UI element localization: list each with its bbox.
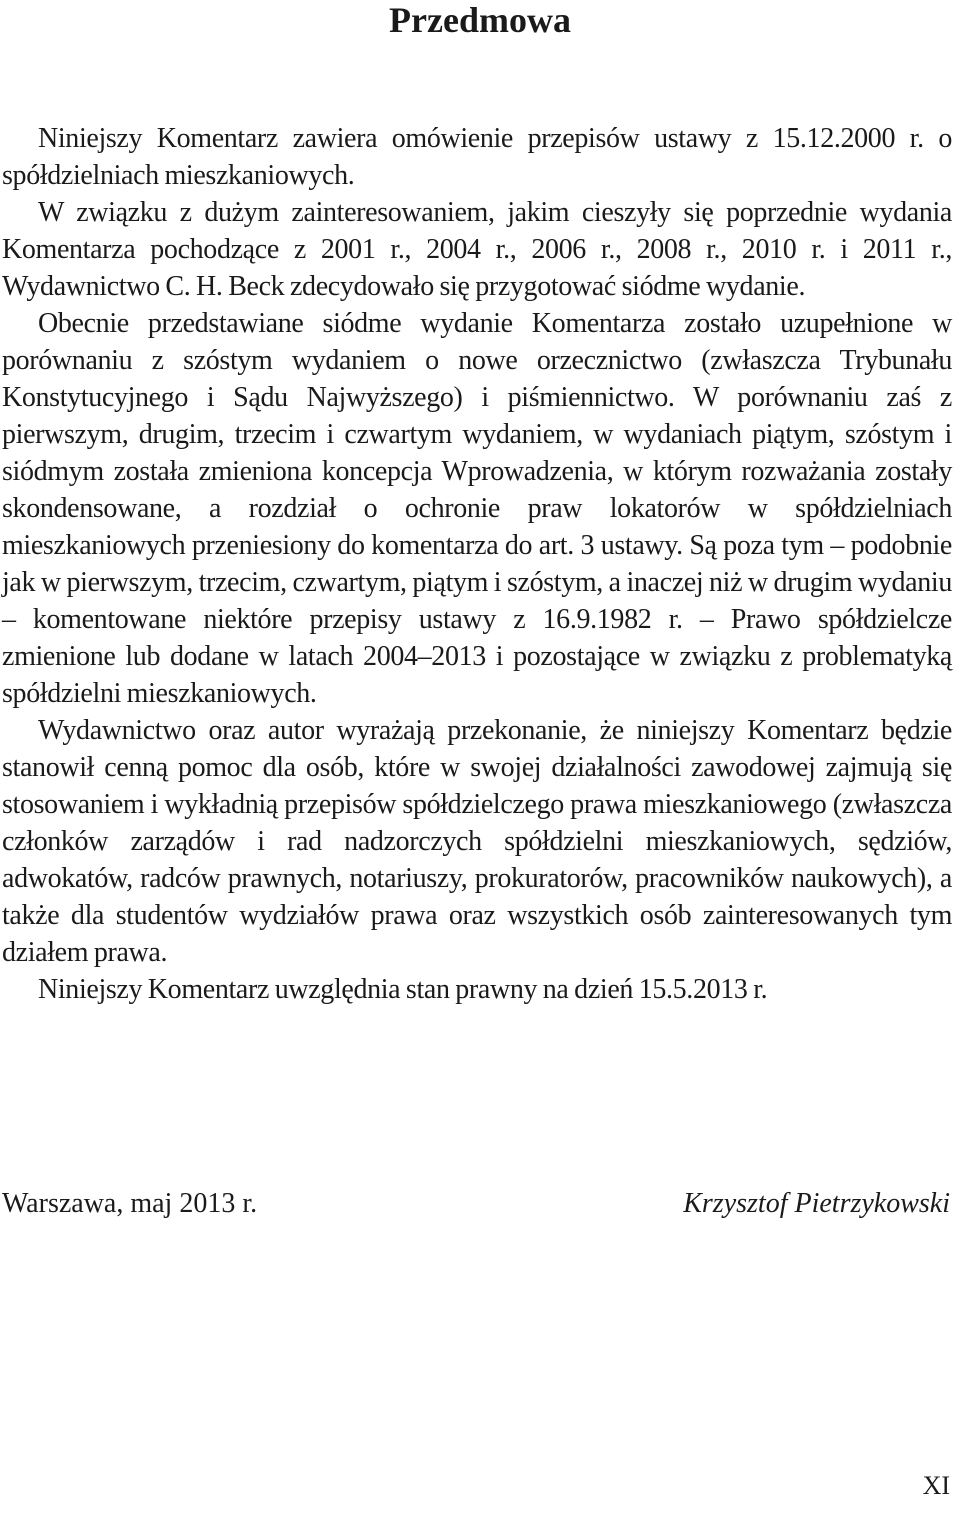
paragraph-3: Obecnie przedstawiane siódme wydanie Komentarza zostało uzupełnione w porównaniu z szóstym wydaniem o nowe orzecznictwo (zwłaszcza Trybunału Konstytucyjnego i Sądu Najwyższego) i piśmiennictwo. W porównaniu zaś z pierwszym, drugim, trzecim i czwartym wydaniem, w wydaniach piątym, szóstym i siódmym została zmieniona koncepcja Wprowadzenia, w którym rozważania zostały skondensowane, a rozdział o ochronie praw lokatorów w spółdzielniach mieszkaniowych przeniesiony do komentarza do art. 3 ustawy. Są poza tym – podobnie jak w pierwszym, trzecim, czwartym, piątym i szóstym, a inaczej niż w drugim wydaniu – komentowane niektóre przepisy ustawy z 16.9.1982 r. – Prawo spółdzielcze zmienione lub dodane w latach 2004–2013 i pozostające w związku z problematyką spółdzielni mieszkaniowych. [2,308,952,709]
paragraph-4: Wydawnictwo oraz autor wyrażają przekonanie, że niniejszy Komentarz będzie stanowił cenną pomoc dla osób, które w swojej działalności zawodowej zajmują się stosowaniem i wykładnią przepisów spółdzielczego prawa mieszkaniowego (zwłaszcza członków zarządów i rad nadzorczych spółdzielni mieszkaniowych, sędziów, adwokatów, radców prawnych, notariuszy, prokuratorów, pracowników naukowych), a także dla studentów wydziałów prawa oraz wszystkich osób zainteresowanych tym działem prawa. [2,715,952,968]
page-title: Przedmowa [389,0,571,40]
signature-place-date: Warszawa, maj 2013 r. [2,1188,258,1219]
paragraph-1: Niniejszy Komentarz zawiera omówienie przepisów ustawy z 15.12.2000 r. o spółdzielniach mieszkaniowych. [2,123,952,191]
page-number: XI [922,1471,950,1500]
signature-author: Krzysztof Pietrzykowski [683,1188,950,1219]
paragraph-5: Niniejszy Komentarz uwzględnia stan prawny na dzień 15.5.2013 r. [38,974,768,1005]
paragraph-2: W związku z dużym zainteresowaniem, jakim cieszyły się poprzednie wydania Komentarza pochodzące z 2001 r., 2004 r., 2006 r., 2008 r., 2010 r. i 2011 r., Wydawnictwo C. H. Beck zdecydowało się przygotować siódme wydanie. [2,197,952,302]
preface-body [2,120,952,1008]
